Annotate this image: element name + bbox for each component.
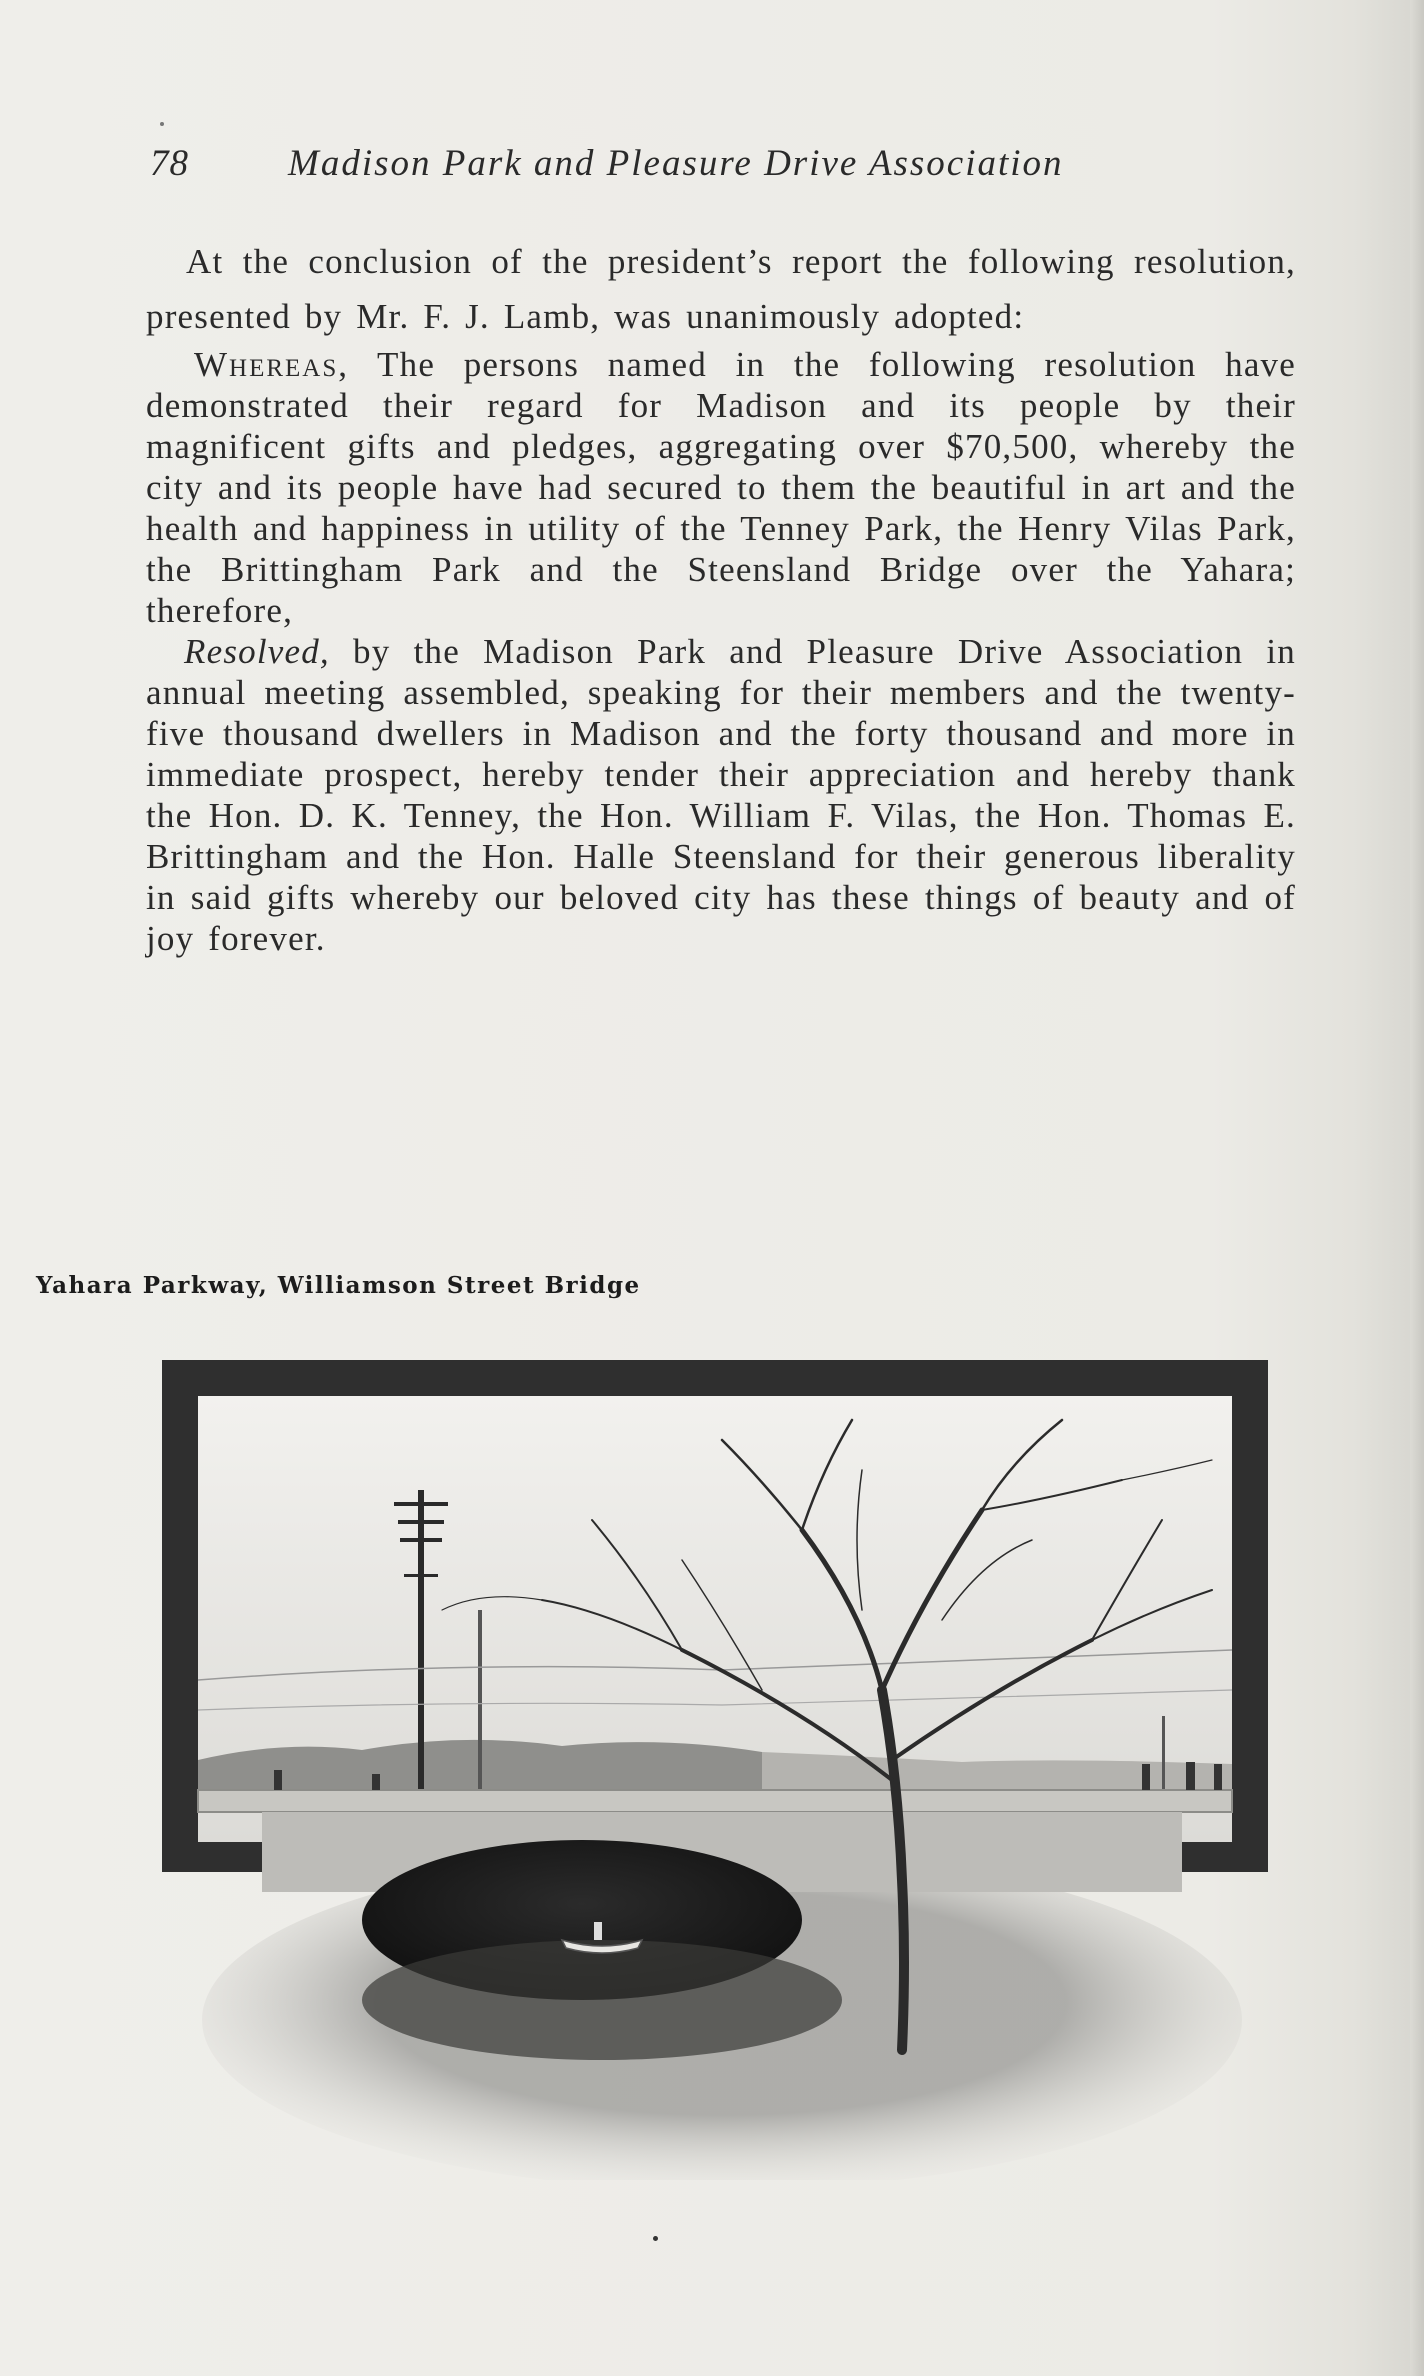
page-edge xyxy=(1410,0,1424,2376)
body-text xyxy=(146,234,1296,959)
resolution xyxy=(146,344,1296,959)
resolved-paragraph xyxy=(146,631,1296,959)
pedestrian xyxy=(1186,1762,1195,1790)
river-water xyxy=(362,1940,842,2060)
pedestrian xyxy=(372,1774,380,1790)
boat-person xyxy=(594,1922,602,1940)
whereas-label: Whereas, xyxy=(194,345,350,384)
intro-paragraph: At the conclusion of the president’s report the following resolution, presented by Mr. F. J. Lamb, was unanimously adopted: xyxy=(146,242,1296,336)
telegraph-pole xyxy=(418,1490,424,1800)
running-head: Madison Park and Pleasure Drive Association xyxy=(288,143,1064,184)
page-header xyxy=(150,142,1300,192)
figure-caption: Yahara Parkway, Williamson Street Bridge xyxy=(36,1272,641,1299)
resolved-text: by the Madison Park and Pleasure Drive Association in annual meeting assembled, speaking for their members and the twenty-five thousand dwellers in Madison and the forty thousand and more in immediate prospect, hereby tender their appreciation and hereby thank the Hon. D. K. Tenney, the Hon. William F. Vilas, the Hon. Thomas E. Brittingham and the Hon. Halle Steensland for their generous liberality in said gifts whereby our beloved city has these things of beauty and of joy forever. xyxy=(146,632,1296,958)
bridge-railing xyxy=(198,1790,1232,1812)
paper-speck xyxy=(160,122,164,126)
telegraph-pole-2 xyxy=(478,1610,482,1800)
whereas-paragraph xyxy=(146,344,1296,631)
page-mark xyxy=(653,2236,658,2241)
pedestrian xyxy=(1214,1764,1222,1790)
whereas-text: The persons named in the following resolution have demonstrated their regard for Madison and its people by their magnificent gifts and pledges, aggregating over $70,500, whereby the city and its people have had secured to them the beautiful in art and the health and happiness in utility of the Tenney Park, the Henry Vilas Park, the Brittingham Park and the Steensland Bridge over the Yahara; therefore, xyxy=(146,345,1296,630)
bridge-photograph xyxy=(162,1360,1268,2180)
photo-illustration xyxy=(162,1360,1268,2180)
pedestrian xyxy=(1142,1764,1150,1790)
page-number: 78 xyxy=(150,143,189,184)
resolved-label: Resolved, xyxy=(184,632,330,671)
pedestrian xyxy=(274,1770,282,1790)
